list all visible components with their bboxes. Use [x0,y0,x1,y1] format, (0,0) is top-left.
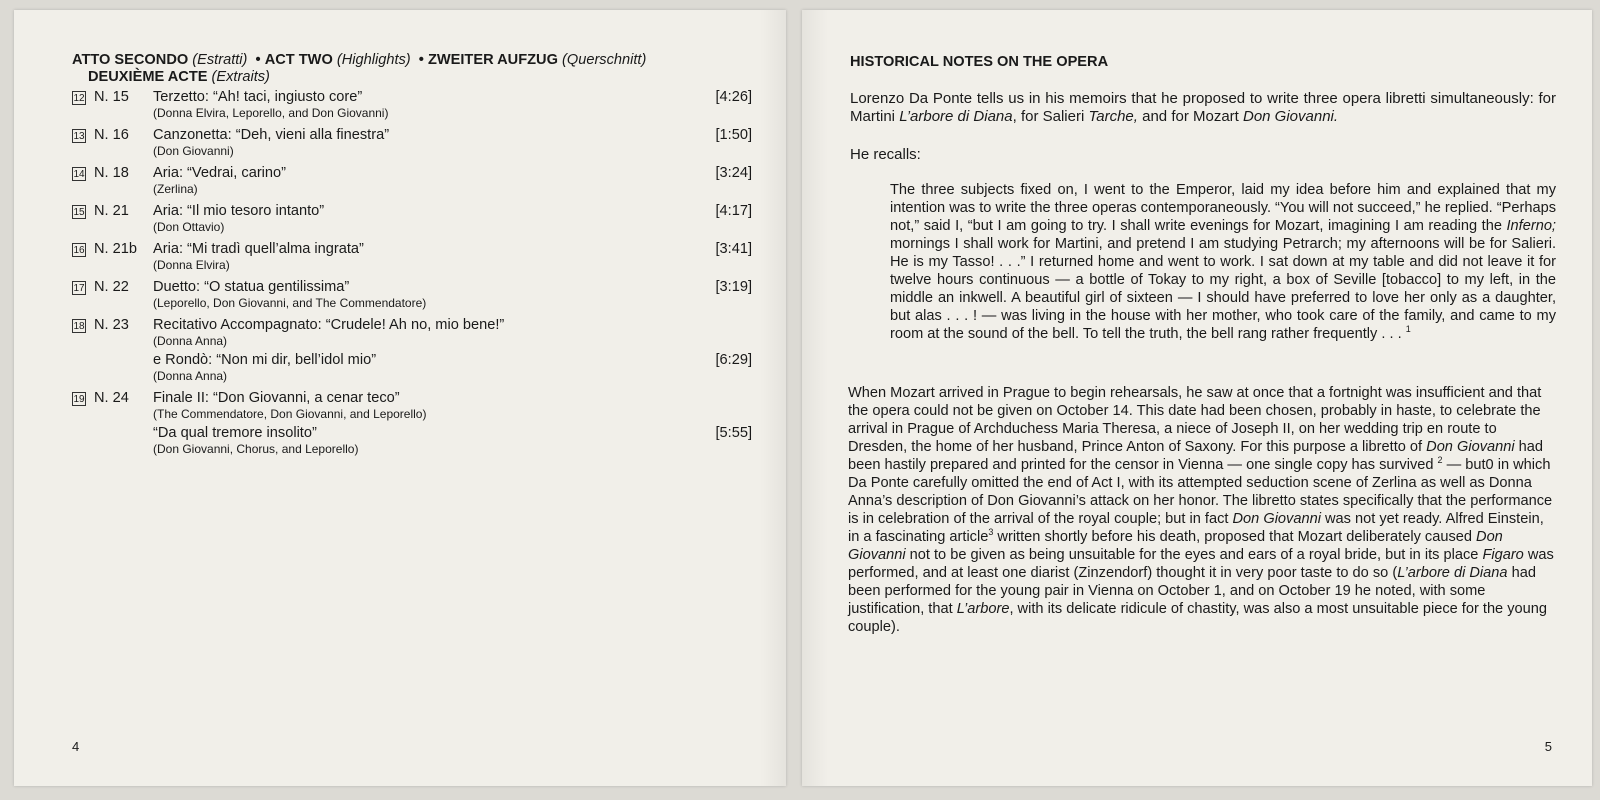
act-fr-title: DEUXIÈME ACTE [88,69,208,85]
act-it-title: ATTO SECONDO [72,52,189,68]
act-en-note: (Highlights) [336,52,411,68]
piece-cast: (The Commendatore, Don Giovanni, and Leporello) [153,407,427,421]
intro-italic: L’arbore di Diana [899,108,1013,125]
body-italic: Figaro [1482,547,1524,563]
body-text: was not yet ready. Alfred Einstein, in a fascinating article [848,511,1544,545]
act-it-note: (Estratti) [192,52,248,68]
body-italic: L’arbore di Diana [1397,565,1508,581]
body-text: written shortly before his death, proposed that Mozart deliberately caused [993,529,1477,545]
track-row [72,317,752,383]
recalls-line: He recalls: [850,146,921,163]
intro-text: and for Mozart [1137,108,1243,125]
act-de-note: (Querschnitt) [562,52,647,68]
quote-text: mornings I shall work for Martini, and pretend I am studying Petrarch; my afternoons will be for Salieri. He is my Tasso! . . .” I returned home and went to work. I sat down at my table and did not leave it for twelve hours continuous — a bottle of Tokay to my right, a box of Seville [tobacco] to my left, in the middle an inkwell. A beautiful girl of sixteen — I should have preferred to love her only as a daughter, but alas . . . ! — was living in the house with her mother, who took care of the family, and came to my room at the sound of the bell. To tell the truth, the bell rang rather frequently . . . [890,236,1556,342]
quote-text: The three subjects fixed on, I went to the Emperor, laid my idea before him and explained that my intention was to write the three operas contemporaneously. “You will not succeed,” he replied. “Perhaps not,” said I, “but I am going to try. I shall write evenings for Mozart, imagining I am reading the [890,182,1557,234]
intro-italic: Don Giovanni. [1243,108,1339,125]
piece-cast: (Zerlina) [153,182,198,196]
track-row [72,165,752,196]
track-row [72,241,752,272]
intro-italic: Tarche, [1088,108,1138,125]
act-heading [72,52,772,86]
piece-number: N. 21 [94,203,129,219]
body-italic: Don Giovanni [1426,439,1515,455]
piece-title: Canzonetta: “Deh, vieni alla finestra” [153,127,390,143]
duration: [4:17] [715,203,752,219]
piece-cast: (Donna Elvira, Leporello, and Don Giovanni) [153,106,389,120]
duration: [6:29] [715,352,752,368]
duration: [4:26] [715,89,752,105]
piece-number: N. 23 [94,317,129,333]
piece-number: N. 16 [94,127,129,143]
separator: • [255,52,261,68]
body-text: , with its delicate ridicule of chastity, was also a most unsuitable piece for the young couple). [848,601,1547,635]
piece-title: Aria: “Il mio tesoro intanto” [153,203,325,219]
piece-title: Recitativo Accompagnato: “Crudele! Ah no, mio bene!” [153,317,505,333]
track-list [72,89,752,463]
duration: [3:41] [715,241,752,257]
track-row [72,127,752,158]
track-number-box: 17 [73,283,85,294]
piece-cast: (Don Ottavio) [153,220,225,234]
piece-sub-cast: (Don Giovanni, Chorus, and Leporello) [153,442,359,456]
intro-text: , for Salieri [1012,108,1089,125]
footnote-marker: 3 [988,527,994,538]
quote-italic: Inferno; [1506,218,1556,234]
piece-title: Aria: “Vedrai, carino” [153,165,287,181]
track-number-box: 15 [73,207,85,218]
piece-number: N. 18 [94,165,129,181]
duration: [5:55] [715,425,752,441]
track-number-box: 12 [73,93,85,104]
intro-text: Lorenzo Da Ponte tells us in his memoirs that he proposed to write three opera libretti simultaneously: for Martini [850,90,1556,125]
track-number-box: 19 [73,394,85,405]
piece-subtitle: e Rondò: “Non mi dir, bell’idol mio” [153,352,377,368]
body-text: When Mozart arrived in Prague to begin rehearsals, he saw at once that a fortnight was insufficient and that the opera could not be given on October 14. This date had been chosen, probably in haste, to celebrate the arrival in Prague of Archduchess Maria Theresa, a niece of Joseph II, on her wedding trip en route to Dresden, the home of her husband, Prince Anton of Saxony. For this purpose a libretto of [848,385,1542,455]
act-fr-note: (Extraits) [211,69,270,85]
act-en-title: ACT TWO [264,52,333,68]
body-text: had been performed for the young pair in Vienna on October 1, and on October 19 he noted, with some justification, that [848,565,1536,617]
duration: [1:50] [715,127,752,143]
track-row [72,279,752,310]
left-page [14,10,786,786]
piece-number: N. 15 [94,89,129,105]
page-number: 5 [1544,739,1552,754]
piece-sub-cast: (Donna Anna) [153,369,228,383]
right-page [802,10,1592,786]
body-text: not to be given as being unsuitable for the eyes and ears of a royal bride, but in its place [905,547,1483,563]
duration: [3:24] [715,165,752,181]
piece-title: Aria: “Mi tradì quell’alma ingrata” [153,241,364,257]
track-row [72,89,752,120]
piece-cast: (Leporello, Don Giovanni, and The Commendatore) [153,296,427,310]
track-number-box: 18 [73,321,85,332]
piece-number: N. 22 [94,279,129,295]
piece-title: Terzetto: “Ah! taci, ingiusto core” [153,89,363,105]
body-italic: L’arbore [956,601,1010,617]
body-text: had been hastily prepared and printed for the censor in Vienna — one single copy has survived [848,439,1543,473]
footnote-marker: 2 [1437,455,1443,466]
body-italic: Don Giovanni [848,529,1503,563]
piece-cast: (Don Giovanni) [153,144,234,158]
memoir-quote [890,181,1556,343]
track-row [72,390,752,456]
separator: • [418,52,424,68]
body-italic: Don Giovanni [1232,511,1321,527]
footnote-marker: 1 [1405,324,1411,335]
piece-number: N. 21b [94,241,137,257]
piece-cast: (Donna Anna) [153,334,228,348]
body-paragraph [848,384,1556,636]
act-de-title: ZWEITER AUFZUG [427,52,558,68]
piece-title: Duetto: “O statua gentilissima” [153,279,350,295]
piece-cast: (Donna Elvira) [153,258,230,272]
piece-subtitle: “Da qual tremore insolito” [153,425,317,441]
duration: [3:19] [715,279,752,295]
section-title: HISTORICAL NOTES ON THE OPERA [850,54,1109,70]
track-row [72,203,752,234]
piece-number: N. 24 [94,390,129,406]
body-text: was performed, and at least one diarist (Zinzendorf) thought it in very poor taste to do so ( [848,547,1554,581]
track-number-box: 14 [73,169,85,180]
page-number: 4 [72,739,80,754]
track-number-box: 13 [73,131,85,142]
intro-paragraph [850,90,1556,126]
body-text: — but0 in which Da Ponte carefully omitted the end of Act I, with its attempted seduction scene of Zerlina as well as Donna Anna’s description of Don Giovanni’s attack on her honor. The libretto states specifically that the performance is in celebration of the arrival of the royal couple; but in fact [848,457,1553,527]
piece-title: Finale II: “Don Giovanni, a cenar teco” [153,390,400,406]
track-number-box: 16 [73,245,85,256]
